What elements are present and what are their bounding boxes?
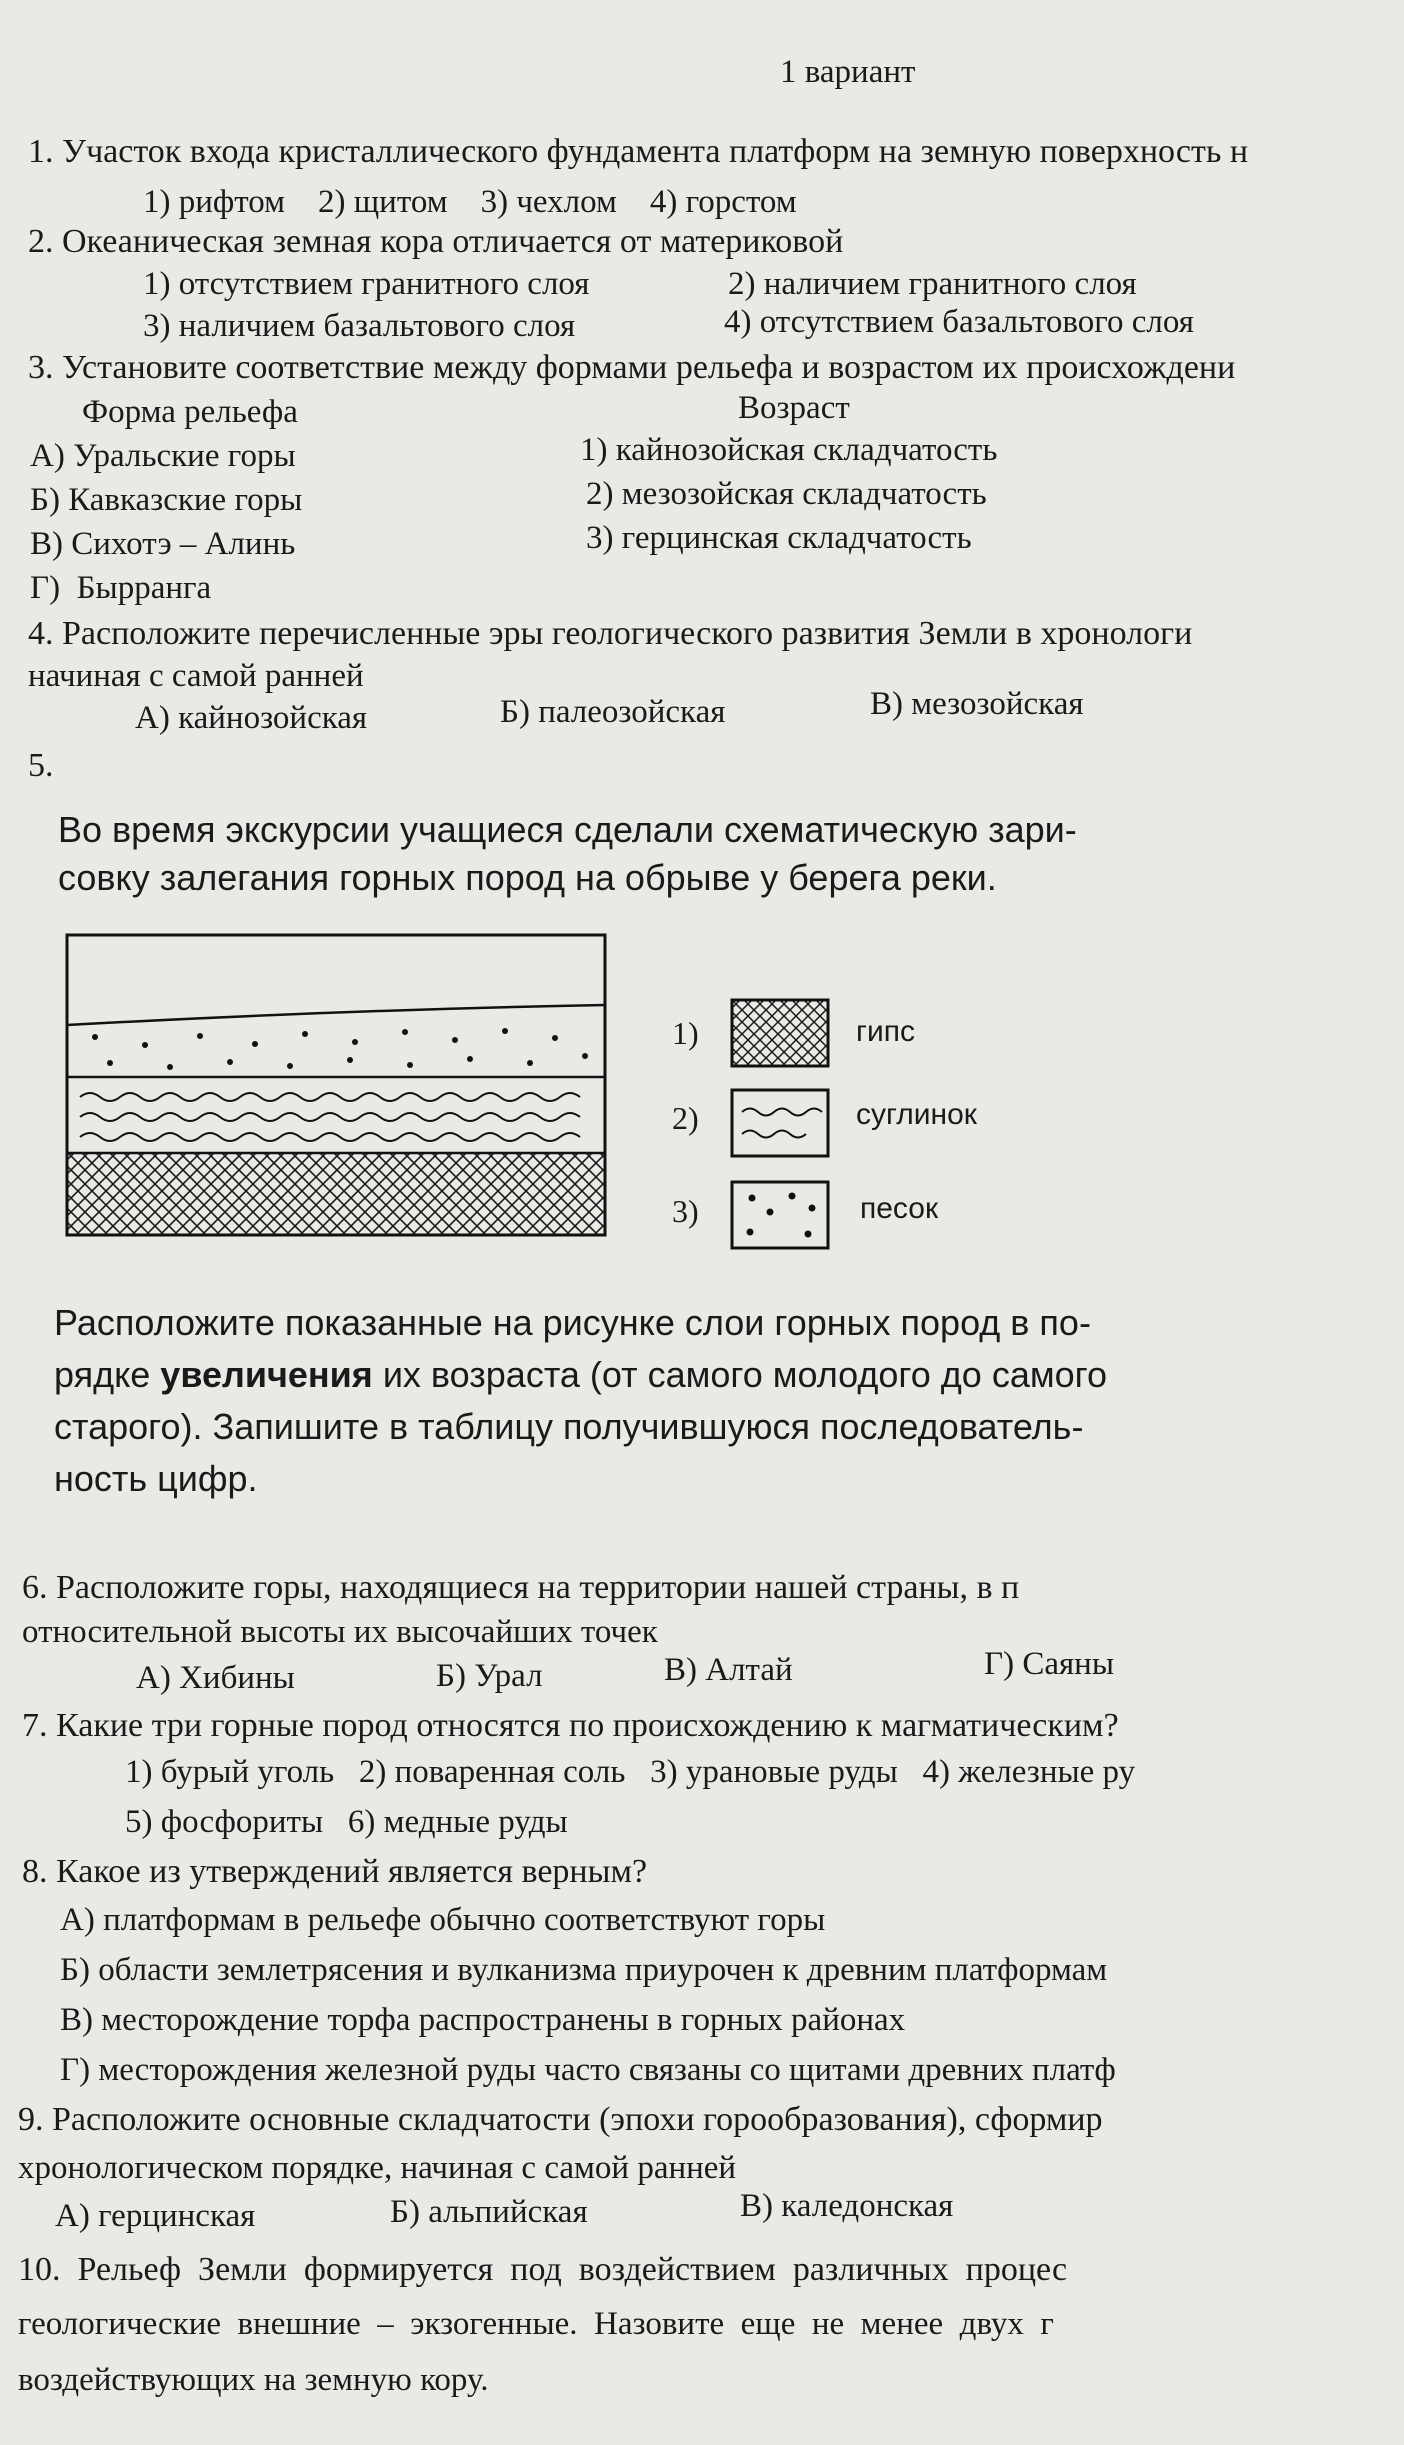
question-5-task-4: ность цифр. [54,1458,258,1499]
relief-item-d: Г) Бырранга [30,570,212,606]
question-5-task-2 [54,1352,1107,1398]
gypsum-layer [68,1154,604,1234]
sand-layer [92,1028,588,1070]
loam-swatch [730,1088,830,1160]
question-1: 1. Участок входа кристаллического фундамента платформ на земную поверхность н [28,133,1249,170]
age-item-3: 3) герцинская складчатость [586,520,972,556]
question-9-option-a: А) герцинская [55,2198,256,2234]
legend-number-1: 1) [672,1015,699,1051]
emphasis-increase: увеличения [160,1354,373,1395]
question-6-option-c: В) Алтай [664,1652,793,1688]
question-4-option-b: Б) палеозойская [500,694,726,730]
question-6-option-b: Б) Урал [436,1658,543,1694]
question-5-intro-1: Во время экскурсии учащиеся сделали схематическую зари- [58,809,1077,850]
question-9-option-b: Б) альпийская [390,2194,588,2230]
sand-swatch [730,1180,830,1252]
relief-form-header: Форма рельефа [82,394,298,430]
question-10-continued-2: воздействующих на земную кору. [18,2362,489,2398]
age-item-2: 2) мезозойская складчатость [586,476,987,512]
question-5-task-2-end: их возраста (от самого молодого до самого [372,1354,1107,1395]
legend-label-gypsum: гипс [856,1015,915,1048]
relief-item-c: В) Сихотэ – Алинь [30,526,296,562]
question-7-options-2: 5) фосфориты 6) медные руды [125,1804,568,1840]
question-4-option-c: В) мезозойская [870,686,1084,722]
question-2-option-2: 2) наличием гранитного слоя [728,266,1137,302]
question-4: 4. Расположите перечисленные эры геологического развития Земли в хронологи [28,615,1193,652]
question-8-option-b: Б) области землетрясения и вулканизма приурочен к древним платформам [60,1952,1108,1988]
question-5-number: 5. [28,747,54,784]
question-10: 10. Рельеф Земли формируется под воздействием различных процес [18,2251,1068,2288]
question-10-continued: геологические внешние – экзогенные. Назовите еще не менее двух г [18,2306,1054,2342]
question-6-continued: относительной высоты их высочайших точек [22,1614,658,1650]
rock-layers-figure [50,925,630,1265]
question-8-option-d: Г) месторождения железной руды часто связаны со щитами древних платф [60,2052,1116,2088]
question-3: 3. Установите соответствие между формами рельефа и возрастом их происхождени [28,349,1236,386]
question-2-option-3: 3) наличием базальтового слоя [143,308,576,344]
question-6-option-d: Г) Саяны [984,1646,1114,1682]
question-2-option-1: 1) отсутствием гранитного слоя [143,266,590,302]
question-5-task-1: Расположите показанные на рисунке слои горных пород в по- [54,1302,1091,1343]
question-7: 7. Какие три горные пород относятся по происхождению к магматическим? [22,1707,1119,1744]
question-9: 9. Расположите основные складчатости (эпохи горообразования), сформир [18,2101,1103,2138]
age-item-1: 1) кайнозойская складчатость [580,432,998,468]
question-5-task-2-start: рядке [54,1354,161,1395]
legend-number-3: 3) [672,1193,699,1229]
question-6: 6. Расположите горы, находящиеся на территории нашей страны, в п [22,1569,1020,1606]
age-header: Возраст [738,390,850,426]
gypsum-swatch [730,998,830,1070]
question-5-task-3: старого). Запишите в таблицу получившуюся последователь- [54,1406,1084,1447]
question-4-option-a: А) кайнозойская [135,700,368,736]
question-6-option-a: А) Хибины [136,1660,295,1696]
question-8-option-c: В) месторождение торфа распространены в горных районах [60,2002,906,2038]
question-9-continued: хронологическом порядке, начиная с самой ранней [18,2150,737,2186]
question-1-options: 1) рифтом 2) щитом 3) чехлом 4) горстом [143,184,797,220]
question-2: 2. Океаническая земная кора отличается от материковой [28,223,844,260]
legend-label-loam: суглинок [856,1098,977,1131]
question-8-option-a: А) платформам в рельефе обычно соответствуют горы [60,1902,826,1938]
question-2-option-4: 4) отсутствием базальтового слоя [724,304,1194,340]
variant-heading: 1 вариант [780,54,916,90]
relief-item-b: Б) Кавказские горы [30,482,303,518]
legend-number-2: 2) [672,1100,699,1136]
relief-item-a: А) Уральские горы [30,438,296,474]
question-7-options-1: 1) бурый уголь 2) поваренная соль 3) урановые руды 4) железные ру [125,1754,1136,1790]
loam-layer [80,1093,580,1141]
question-4-continued: начиная с самой ранней [28,658,364,694]
question-8: 8. Какое из утверждений является верным? [22,1853,648,1890]
question-9-option-c: В) каледонская [740,2188,954,2224]
legend-label-sand: песок [860,1192,939,1225]
question-5-intro-2: совку залегания горных пород на обрыве у берега реки. [58,857,997,898]
